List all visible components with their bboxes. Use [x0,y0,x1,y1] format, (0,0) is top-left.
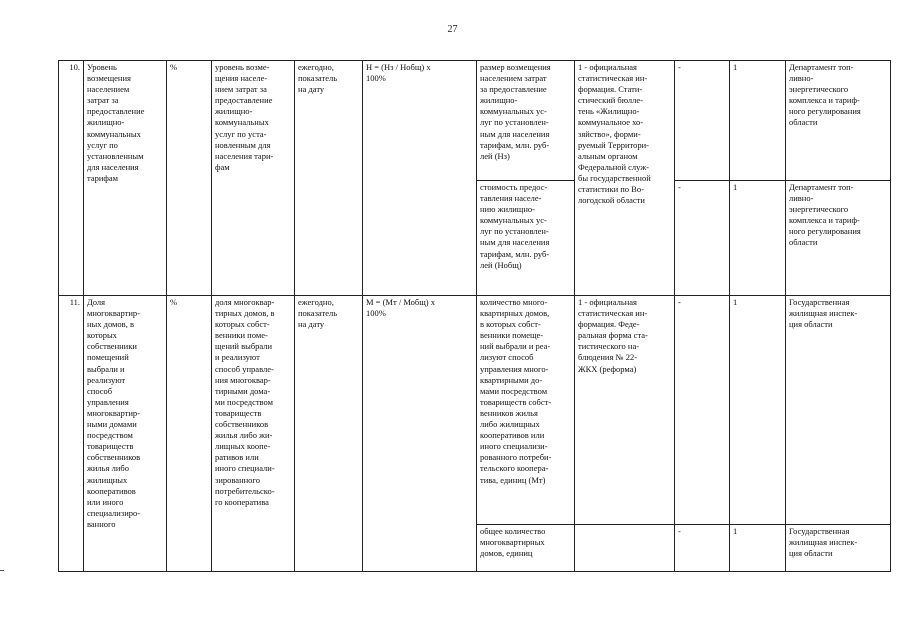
data-source [575,525,675,572]
row-number: 10. [59,61,84,296]
indicator-definition: уровень возме- щения населе- нием затрат за предоставление жилищно- коммунальных услуг по уста- новленным для населения тари- фам [212,61,295,296]
method-code: 1 [730,525,786,572]
formula-component: количество много- квартирных домов, в которых собст- венники помеще- ний выбрали и реа- лизуют способ управления много- квартирными до- мами посредством товариществ собст- венников жилья либо жилищных кооперативов или иного специализи- рованного потреби- тельского коопера- тива, единиц (Мт) [477,296,575,525]
indicator-formula: Н = (Нз / Нобщ) x 100% [363,61,477,296]
indicator-periodicity: ежегодно, показатель на дату [295,61,363,296]
indicator-name: Доля многоквартир- ных домов, в которых собственники помещений выбрали и реализуют способ управления многоквартир- ными домами посредством товариществ собственников жилья либо жилищных кооперативов или иного специализиро- ванного [84,296,167,572]
formula-component: размер возмещения населением затрат за предоставление жилищно- коммунальных ус- луг по установлен- ным для населения тарифам, млн. руб- лей (Нз) [477,61,575,181]
indicator-definition: доля многоквар- тирных домов, в которых собст- венники поме- щений выбрали и реализуют способ управле- ния многоквар- тирными дома- ми посредством товариществ собственников жилья либо жи- лищных коопе- ративов или иного специали- зированного потребительско- го кооператива [212,296,295,572]
indicator-unit: % [167,61,212,296]
method-code: 1 [730,181,786,296]
row-number: 11. [59,296,84,572]
method-code: 1 [730,61,786,181]
dash-cell: - [675,296,730,525]
table-row [59,61,891,181]
formula-component: стоимость предос- тавления населе- нию жилищно- коммунальных ус- луг по установлен- ным для населения тарифам, млн. руб- лей (Нобщ) [477,181,575,296]
dash-cell: - [675,61,730,181]
table-row [59,296,891,525]
responsible-body: Департамент топ- ливно- энергетического комплекса и тариф- ного регулирования области [786,181,891,296]
responsible-body: Государственная жилищная инспек- ция области [786,296,891,525]
method-code: 1 [730,296,786,525]
data-source: 1 - официальная статистическая ин- формация. Стати- стический бюлле- тень «Жилищно- коммунальное хо- зяйство», форми- руемый Территори- альным органом Федеральной служ- бы государственной статистики по Во- логодской области [575,61,675,296]
responsible-body: Государственная жилищная инспек- ция области [786,525,891,572]
indicator-unit: % [167,296,212,572]
indicators-table [58,60,891,572]
responsible-body: Департамент топ- ливно- энергетического комплекса и тариф- ного регулирования области [786,61,891,181]
dash-cell: - [675,181,730,296]
indicator-formula: М = (Мт / Мобщ) x 100% [363,296,477,572]
edge-mark [0,570,4,571]
page-number: 27 [447,24,458,35]
indicator-periodicity: ежегодно, показатель на дату [295,296,363,572]
data-source: 1 - официальная статистическая ин- формация. Феде- ральная форма ста- тистического на- блюдения № 22- ЖКХ (реформа) [575,296,675,525]
dash-cell: - [675,525,730,572]
indicator-name: Уровень возмещения населением затрат за предоставление жилищно- коммунальных услуг по установленным для населения тарифам [84,61,167,296]
formula-component: общее количество многоквартирных домов, единиц [477,525,575,572]
